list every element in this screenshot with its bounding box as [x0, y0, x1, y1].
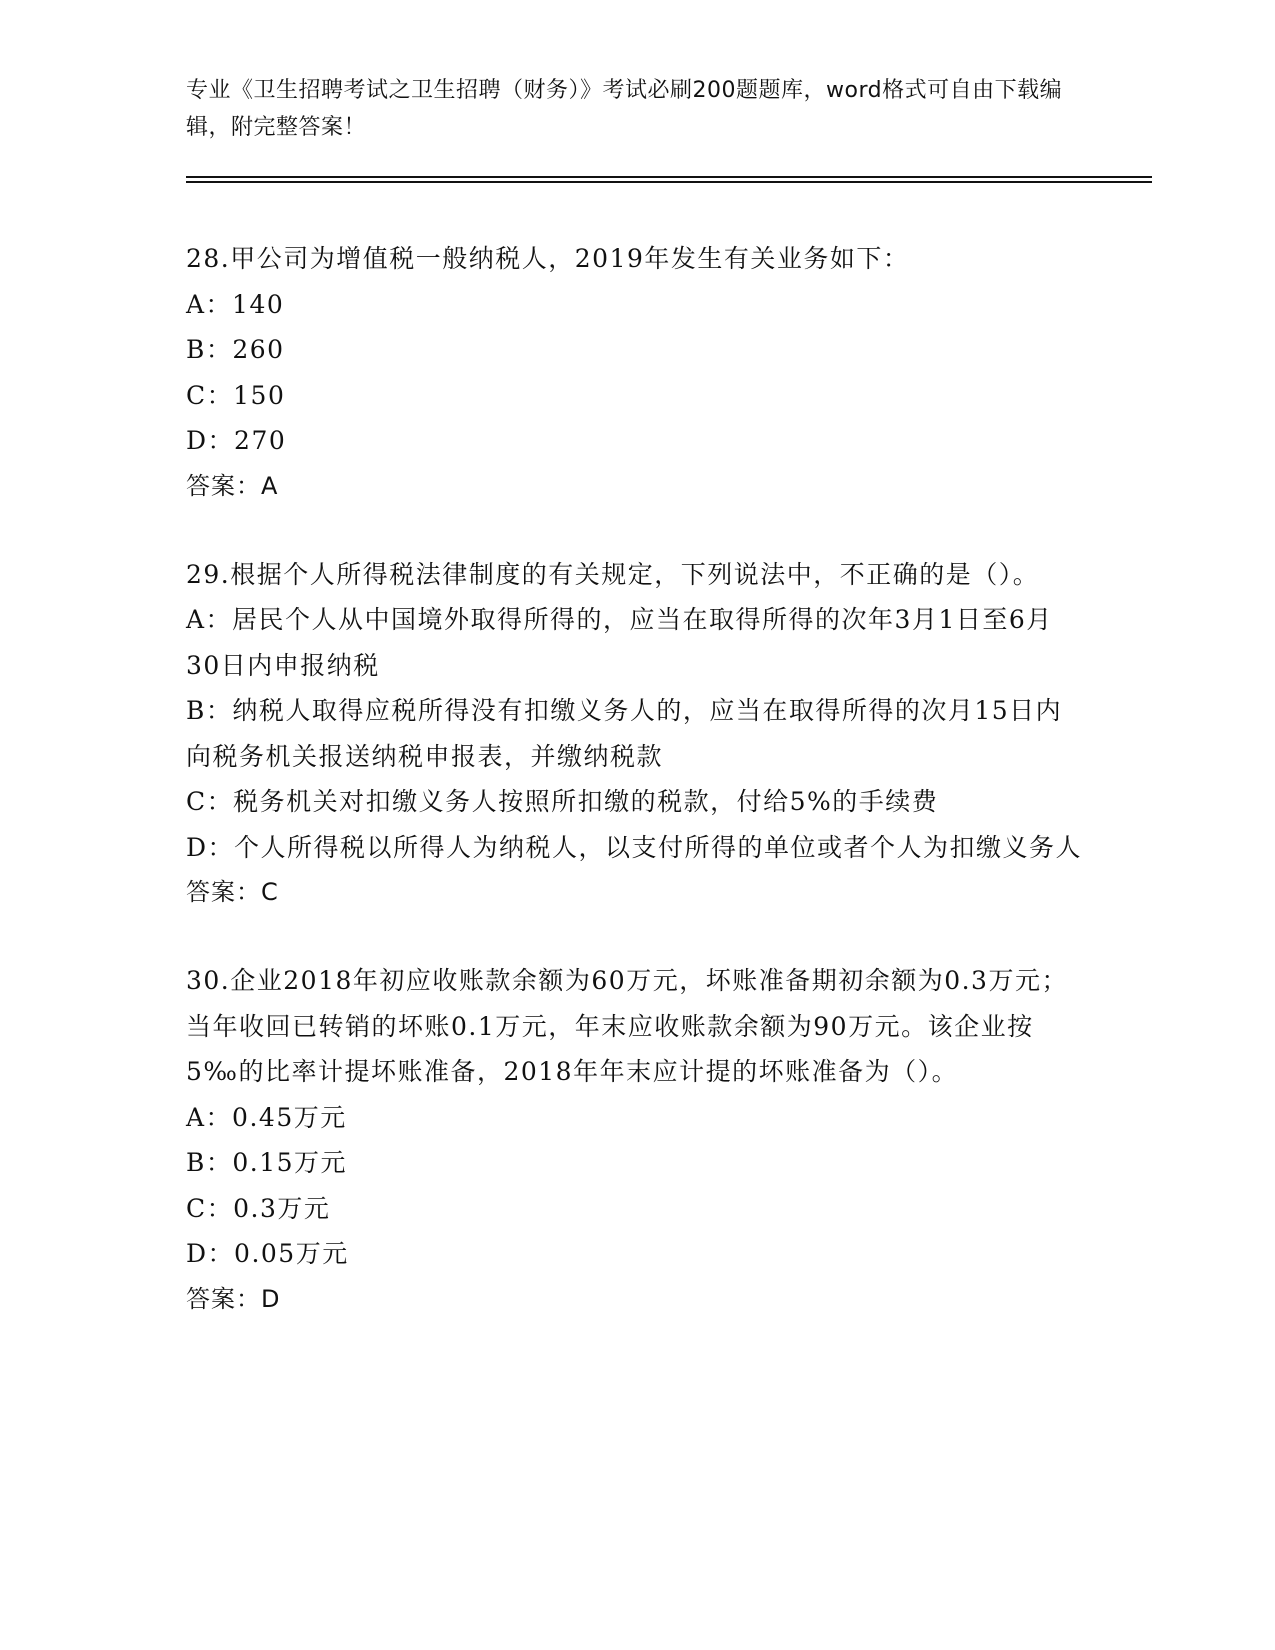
header-text: 专业《卫生招聘考试之卫生招聘（财务）》考试必刷200题题库，word格式可自由下载编辑，附完整答案！: [186, 78, 1063, 140]
question-29: [186, 552, 1086, 915]
document-header: [186, 72, 1066, 146]
option-a: A：0.45万元: [186, 1102, 347, 1132]
question-30: [186, 958, 1086, 1321]
question-stem: 30.企业2018年初应收账款余额为60万元，坏账准备期初余额为0.3万元；当年收回已转销的坏账0.1万元，年末应收账款余额为90万元。该企业按5‰的比率计提坏账准备，2018年年末应计提的坏账准备为（）。: [186, 966, 1068, 1086]
option-b: B：260: [186, 335, 285, 364]
option-c: C：0.3万元: [186, 1193, 331, 1223]
option-d: D：个人所得税以所得人为纳税人，以支付所得的单位或者个人为扣缴义务人: [186, 832, 1083, 862]
option-c: C：150: [186, 380, 286, 410]
option-a: A：140: [186, 289, 285, 319]
answer: 答案：A: [186, 471, 279, 500]
question-list: [186, 236, 1086, 1365]
header-rule-bottom: [186, 181, 1152, 183]
answer: 答案：D: [186, 1284, 281, 1313]
option-d: D：0.05万元: [186, 1239, 349, 1268]
option-b: B：0.15万元: [186, 1148, 348, 1177]
option-d: D：270: [186, 426, 287, 455]
option-a: A：居民个人从中国境外取得所得的，应当在取得所得的次年3月1日至6月30日内申报纳税: [186, 605, 1053, 680]
header-rule-top: [186, 176, 1152, 178]
option-c: C：税务机关对扣缴义务人按照所扣缴的税款，付给5%的手续费: [186, 787, 939, 816]
question-stem: 28.甲公司为增值税一般纳税人，2019年发生有关业务如下：: [186, 244, 910, 273]
question-stem: 29.根据个人所得税法律制度的有关规定，下列说法中，不正确的是（）。: [186, 559, 1040, 589]
question-28: [186, 236, 1086, 508]
option-b: B：纳税人取得应税所得没有扣缴义务人的，应当在取得所得的次月15日内向税务机关报送纳税申报表，并缴纳税款: [186, 696, 1063, 771]
answer: 答案：C: [186, 878, 279, 906]
